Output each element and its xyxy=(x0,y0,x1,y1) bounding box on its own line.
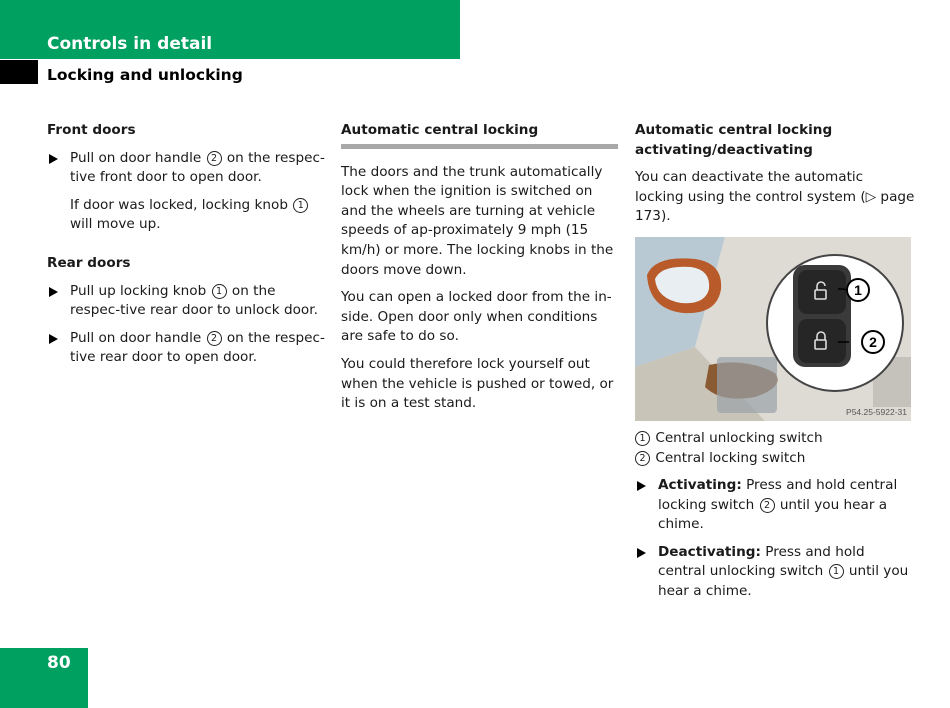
bullet-arrow-icon xyxy=(49,334,58,344)
auto-lock-paragraph: The doors and the trunk automatically lock when the ignition is switched on and the wheels are turning at vehicle speeds of ap-proximately 9 mph (15 km/h) or more. The locking knobs in the doors move down. xyxy=(341,163,614,278)
callout-number: 2 xyxy=(207,151,222,166)
open-door-paragraph: You can open a locked door from the in-side. Open door only when conditions are safe to do so. xyxy=(341,289,612,345)
bullet-arrow-icon xyxy=(49,287,58,297)
column-front-rear-doors xyxy=(47,121,329,376)
page-number-box xyxy=(0,648,88,708)
callout-number: 1 xyxy=(635,431,650,446)
legend-item-lock: 2 Central locking switch xyxy=(635,448,915,468)
bullet-arrow-icon xyxy=(49,154,58,164)
svg-text:2: 2 xyxy=(869,333,877,350)
bullet-arrow-icon xyxy=(637,481,646,491)
callout-number: 1 xyxy=(212,284,227,299)
callout-number: 2 xyxy=(207,331,222,346)
section-title: Controls in detail xyxy=(47,34,213,54)
callout-number: 2 xyxy=(760,498,775,513)
column-automatic-locking xyxy=(341,121,618,422)
front-door-note: If door was locked, locking knob 1 will move up. xyxy=(47,196,329,235)
page-subtitle: Locking and unlocking xyxy=(47,66,243,84)
door-switch-photo xyxy=(635,237,911,421)
header-tab-marker xyxy=(0,60,38,84)
rear-door-step-unlock: Pull up locking knob 1 on the respec-tive rear door to unlock door. xyxy=(47,282,329,321)
deactivate-intro: You can deactivate the automatic locking using the control system (▷ page 173). xyxy=(635,169,915,225)
heading-rule xyxy=(341,144,618,149)
activate-deactivate-heading: Automatic central locking activating/deactivating xyxy=(635,122,833,158)
callout-number: 1 xyxy=(829,564,844,579)
front-door-step: Pull on door handle 2 on the respec-tive front door to open door. xyxy=(47,149,329,188)
page-number: 80 xyxy=(47,653,71,673)
deactivating-step: Deactivating: Press and hold central unlocking switch 1 until you hear a chime. xyxy=(635,543,915,602)
callout-number: 1 xyxy=(293,198,308,213)
bullet-arrow-icon xyxy=(637,548,646,558)
photo-code: P54.25-5922-31 xyxy=(846,406,907,417)
rear-doors-heading: Rear doors xyxy=(47,254,131,271)
rear-door-step-open: Pull on door handle 2 on the respec-tive rear door to open door. xyxy=(47,329,329,368)
activating-step: Activating: Press and hold central locking switch 2 until you hear a chime. xyxy=(635,476,915,535)
lockout-warning-paragraph: You could therefore lock yourself out when the vehicle is pushed or towed, or it is on a test stand. xyxy=(341,355,614,412)
callout-number: 2 xyxy=(635,451,650,466)
front-doors-heading: Front doors xyxy=(47,122,136,138)
door-switch-illustration xyxy=(635,237,911,421)
column-activate-deactivate xyxy=(635,121,915,610)
legend-item-unlock: 1 Central unlocking switch xyxy=(635,428,915,448)
svg-text:1: 1 xyxy=(854,281,862,298)
automatic-locking-heading: Automatic central locking xyxy=(341,122,539,138)
